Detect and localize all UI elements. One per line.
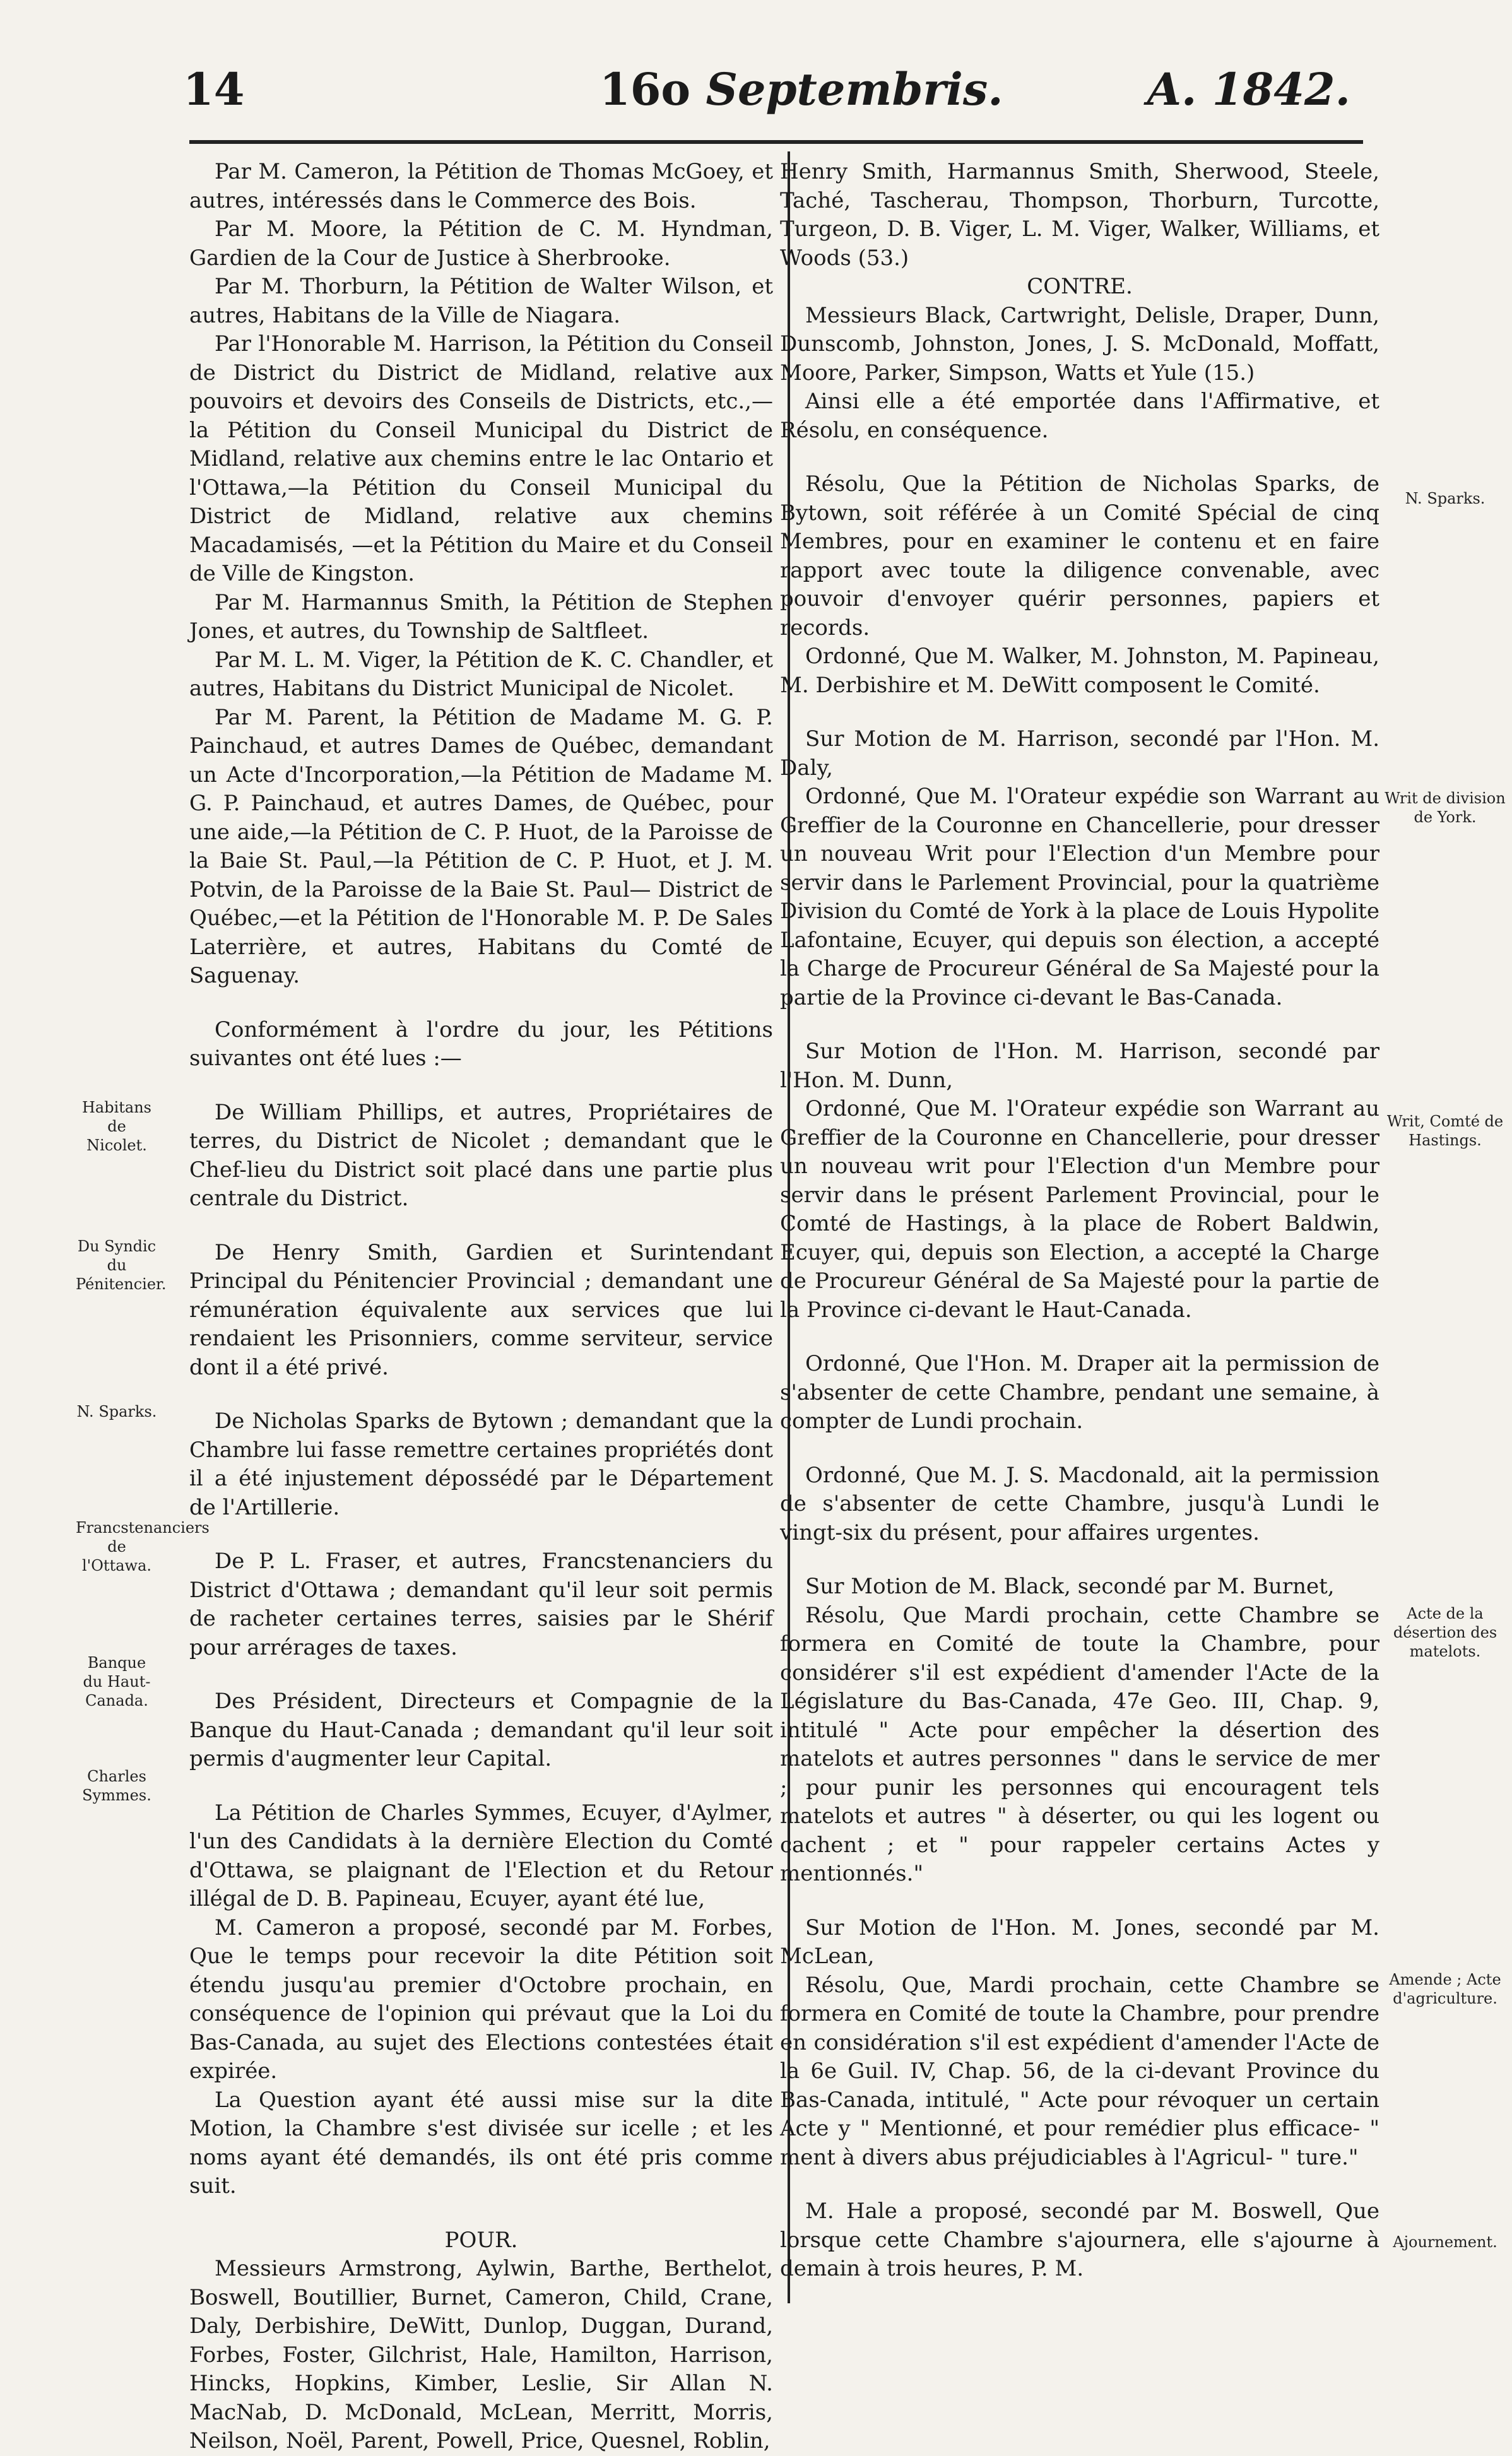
petitions-read-intro: Conformément à l'ordre du jour, les Pétitions suivantes ont été lues :—: [189, 1017, 773, 1071]
spacer: [189, 1662, 773, 1687]
margin-note-writ-york: Writ de division de York.: [1385, 789, 1506, 826]
spacer: [189, 1774, 773, 1799]
petition-cameron: Par M. Cameron, la Pétition de Thomas McGoey, et autres, intéressés dans le Commerce des Bois.: [189, 159, 773, 213]
margin-note-banque: Banque du Haut-Canada.: [83, 1654, 151, 1709]
right-column: [780, 158, 1379, 2284]
header-rule: [189, 140, 1363, 144]
margin-note-syndic: Du Syndic du Pénitencier.: [76, 1237, 167, 1293]
pour-names: Messieurs Armstrong, Aylwin, Barthe, Berthelot, Boswell, Boutillier, Burnet, Cameron, Child, Crane, Daly, Derbishire, DeWitt, Dunlop, Duggan, Durand, Forbes, Foster, Gilchrist, Hale, Hamilton, Harrison, Hincks, Hopkins, Kimber, Leslie, Sir Allan N. MacNab, D. McDonald, McLean, Merritt, Morris, Neilson, Noël, Parent, Powell, Price, Quesnel, Roblin,: [189, 2256, 773, 2453]
petition-banque: Des Président, Directeurs et Compagnie de la Banque du Haut-Canada ; demandant qu'il leur soit permis d'augmenter leur Capital.: [189, 1689, 773, 1771]
order-writ-hastings: Ordonné, Que M. l'Orateur expédie son Warrant au Greffier de la Couronne en Chancellerie, pour dresser un nouveau writ pour l'Election d'un Membre pour servir dans le présent Parlement Provincial, pour le Comté de Hastings, à la place de Robert Baldwin, Ecuyer, qui, depuis son Election, a accepté la Charge de Procureur Général de Sa Majesté pour la partie de la Province ci-devant le Haut-Canada.: [780, 1096, 1379, 1323]
spacer: [780, 1436, 1379, 1461]
spacer: [189, 1073, 773, 1099]
pour-names-continued: Henry Smith, Harmannus Smith, Sherwood, Steele, Taché, Tascherau, Thompson, Thorburn, Turcotte, Turgeon, D. B. Viger, L. M. Viger, Walker, Williams, et Woods (53.): [780, 159, 1379, 271]
page-header: [170, 63, 1350, 133]
margin-note-ajournement: Ajournement.: [1393, 2233, 1497, 2251]
spacer: [780, 700, 1379, 725]
order-macdonald-leave: Ordonné, Que M. J. S. Macdonald, ait la permission de s'absenter de cette Chambre, jusqu'à Lundi le vingt-six du présent, pour affaires urgentes.: [780, 1462, 1379, 1545]
margin-note-sparks-left: N. Sparks.: [76, 1403, 157, 1420]
margin-note-sparks-right: N. Sparks.: [1405, 490, 1485, 507]
motion-harrison-daly: Sur Motion de M. Harrison, secondé par l'Hon. M. Daly,: [780, 726, 1379, 781]
left-column: [189, 158, 773, 2456]
header-date-word: Septembris.: [706, 63, 1003, 115]
spacer: [189, 1213, 773, 1239]
motion-cameron: M. Cameron a proposé, secondé par M. Forbes, Que le temps pour recevoir la dite Pétition soit étendu jusqu'au premier d'Octobre prochain, en conséquence de l'opinion qui prévaut que la Loi du Bas-Canada, au sujet des Elections contestées était expirée.: [189, 1915, 773, 2084]
motion-adjournment: M. Hale a proposé, secondé par M. Boswell, Que lorsque cette Chambre s'ajournera, elle s'ajourne à demain à trois heures, P. M.: [780, 2199, 1379, 2281]
contre-names: Messieurs Black, Cartwright, Delisle, Draper, Dunn, Dunscomb, Johnston, Jones, J. S. McDonald, Moffatt, Moore, Parker, Simpson, Watts et Yule (15.): [780, 302, 1379, 386]
spacer: [780, 1547, 1379, 1573]
resolution-sparks: Résolu, Que la Pétition de Nicholas Sparks, de Bytown, soit référée à un Comité Spécial de cinq Membres, pour en examiner le contenu et en faire rapport avec toute la diligence convenable, avec pouvoir d'envoyer quérir personnes, papiers et records.: [780, 471, 1379, 641]
header-date-num: 16o: [599, 63, 691, 115]
petition-henry-smith: De Henry Smith, Gardien et Surintendant Principal du Pénitencier Provincial ; demandant une rémunération équivalente aux services que lui rendaient les Prisonniers, comme serviteur, service dont il a été privé.: [189, 1239, 773, 1380]
petition-viger: Par M. L. M. Viger, la Pétition de K. C. Chandler, et autres, Habitans du District Municipal de Nicolet.: [189, 647, 773, 701]
spacer: [189, 991, 773, 1016]
contre-heading: CONTRE.: [1027, 274, 1133, 299]
petition-symmes: La Pétition de Charles Symmes, Ecuyer, d'Aylmer, l'un des Candidats à la dernière Election du Comté d'Ottawa, se plaignant de l'Election et du Retour illégal de D. B. Papineau, Ecuyer, ayant été lue,: [189, 1800, 773, 1911]
spacer: [780, 1889, 1379, 1914]
margin-note-writ-hastings: Writ, Comté de Hastings.: [1386, 1113, 1504, 1149]
order-draper-leave: Ordonné, Que l'Hon. M. Draper ait la permission de s'absenter de cette Chambre, pendant une semaine, à compter de Lundi prochain.: [780, 1351, 1379, 1434]
resolution-agriculture: Résolu, Que, Mardi prochain, cette Chambre se formera en Comité de toute la Chambre, pour prendre en considération s'il est expédient d'amender l'Acte de la 6e Guil. IV, Chap. 56, de la ci-devant Province du Bas-Canada, intitulé, " Acte pour révoquer un certain Acte y " Mentionné, et pour remédier plus efficace- " ment à divers abus préjudiciables à l'Agricul- " ture.": [780, 1972, 1379, 2170]
margin-note-symmes: Charles Symmes.: [82, 1768, 151, 1804]
petition-fraser: De P. L. Fraser, et autres, Francstenanciers du District d'Ottawa ; demandant qu'il leur soit permis de racheter certaines terres, saisies par le Shérif pour arrérages de taxes.: [189, 1549, 773, 1660]
order-committee: Ordonné, Que M. Walker, M. Johnston, M. Papineau, M. Derbishire et M. DeWitt composent le Comité.: [780, 644, 1379, 698]
spacer: [189, 2201, 773, 2226]
pour-heading: POUR.: [444, 2227, 518, 2253]
header-date: [599, 63, 1003, 115]
margin-note-habitans: Habitans de Nicolet.: [81, 1099, 151, 1154]
spacer: [780, 1325, 1379, 1350]
page-number: 14: [183, 63, 245, 115]
petition-thorburn: Par M. Thorburn, la Pétition de Walter Wilson, et autres, Habitans de la Ville de Niagara.: [189, 274, 773, 328]
spacer: [189, 1522, 773, 1547]
motion-harrison-dunn: Sur Motion de l'Hon. M. Harrison, secondé par l'Hon. M. Dunn,: [780, 1039, 1379, 1093]
petition-phillips: De William Phillips, et autres, Propriétaires de terres, du District de Nicolet ; demandant que le Chef-lieu du District soit placé dans une partie plus centrale du District.: [189, 1099, 773, 1211]
margin-note-amende: Amende ; Acte d'agriculture.: [1389, 1971, 1501, 2007]
order-writ-york: Ordonné, Que M. l'Orateur expédie son Warrant au Greffier de la Couronne en Chancellerie, pour dresser un nouveau Writ pour l'Election d'un Membre pour servir dans le Parlement Provincial, pour la quatrième Division du Comté de York à la place de Louis Hypolite Lafontaine, Ecuyer, qui depuis son élection, a accepté la Charge de Procureur Général de Sa Majesté pour la partie de la Province ci-devant le Bas-Canada.: [780, 784, 1379, 1010]
margin-note-francstenanciers: Francstenanciers de l'Ottawa.: [76, 1519, 210, 1574]
petition-harmannus-smith: Par M. Harmannus Smith, la Pétition de Stephen Jones, et autres, du Township de Saltfleet.: [189, 589, 773, 644]
spacer: [780, 1012, 1379, 1037]
motion-black-burnet: Sur Motion de M. Black, secondé par M. Burnet,: [805, 1574, 1335, 1599]
header-year: A. 1842.: [1147, 63, 1350, 115]
spacer: [189, 1382, 773, 1407]
spacer: [780, 445, 1379, 470]
petition-sparks: De Nicholas Sparks de Bytown ; demandant que la Chambre lui fasse remettre certaines propriétés dont il a été injustement dépossédé par le Département de l'Artillerie.: [189, 1408, 773, 1520]
petition-moore: Par M. Moore, la Pétition de C. M. Hyndman, Gardien de la Cour de Justice à Sherbrooke.: [189, 216, 773, 271]
affirmative-result: Ainsi elle a été emportée dans l'Affirmative, et Résolu, en conséquence.: [780, 389, 1379, 443]
petition-parent: Par M. Parent, la Pétition de Madame M. G. P. Painchaud, et autres Dames de Québec, demandant un Acte d'Incorporation,—la Pétition de Madame M. G. P. Painchaud, et autres Dames, de Québec, pour une aide,—la Pétition de C. P. Huot, de la Paroisse de la Baie St. Paul,—la Pétition de C. P. Huot, et J. M. Potvin, de la Paroisse de la Baie St. Paul— District de Québec,—et la Pétition de l'Honorable M. P. De Sales Laterrière, et autres, Habitans du Comté de Saguenay.: [189, 704, 773, 988]
question-division: La Question ayant été aussi mise sur la dite Motion, la Chambre s'est divisée sur icelle ; et les noms ayant été demandés, ils ont été pris comme suit.: [189, 2087, 773, 2199]
spacer: [780, 2172, 1379, 2197]
petition-harrison: Par l'Honorable M. Harrison, la Pétition du Conseil de District du District de Midland, relative aux pouvoirs et devoirs des Conseils de Districts, etc.,—la Pétition du Conseil Municipal du District de Midland, relative aux chemins entre le lac Ontario et l'Ottawa,—la Pétition du Conseil Municipal du District de Midland, relative aux chemins Macadamisés, —et la Pétition du Maire et du Conseil de Ville de Kingston.: [189, 331, 773, 586]
motion-jones-mclean: Sur Motion de l'Hon. M. Jones, secondé par M. McLean,: [780, 1915, 1379, 1969]
resolution-desertion: Résolu, Que Mardi prochain, cette Chambre se formera en Comité de toute la Chambre, pour considérer s'il est expédient d'amender l'Acte de la Législature du Bas-Canada, 47e Geo. III, Chap. 9, intitulé " Acte pour empêcher la désertion des matelots et autres personnes " dans le service de mer ; pour punir les personnes qui encouragent tels matelots et autres " à déserter, ou qui les logent ou cachent ; et " pour rappeler certains Actes y mentionnés.": [780, 1602, 1379, 1886]
margin-note-desertion: Acte de la désertion des matelots.: [1393, 1605, 1497, 1660]
